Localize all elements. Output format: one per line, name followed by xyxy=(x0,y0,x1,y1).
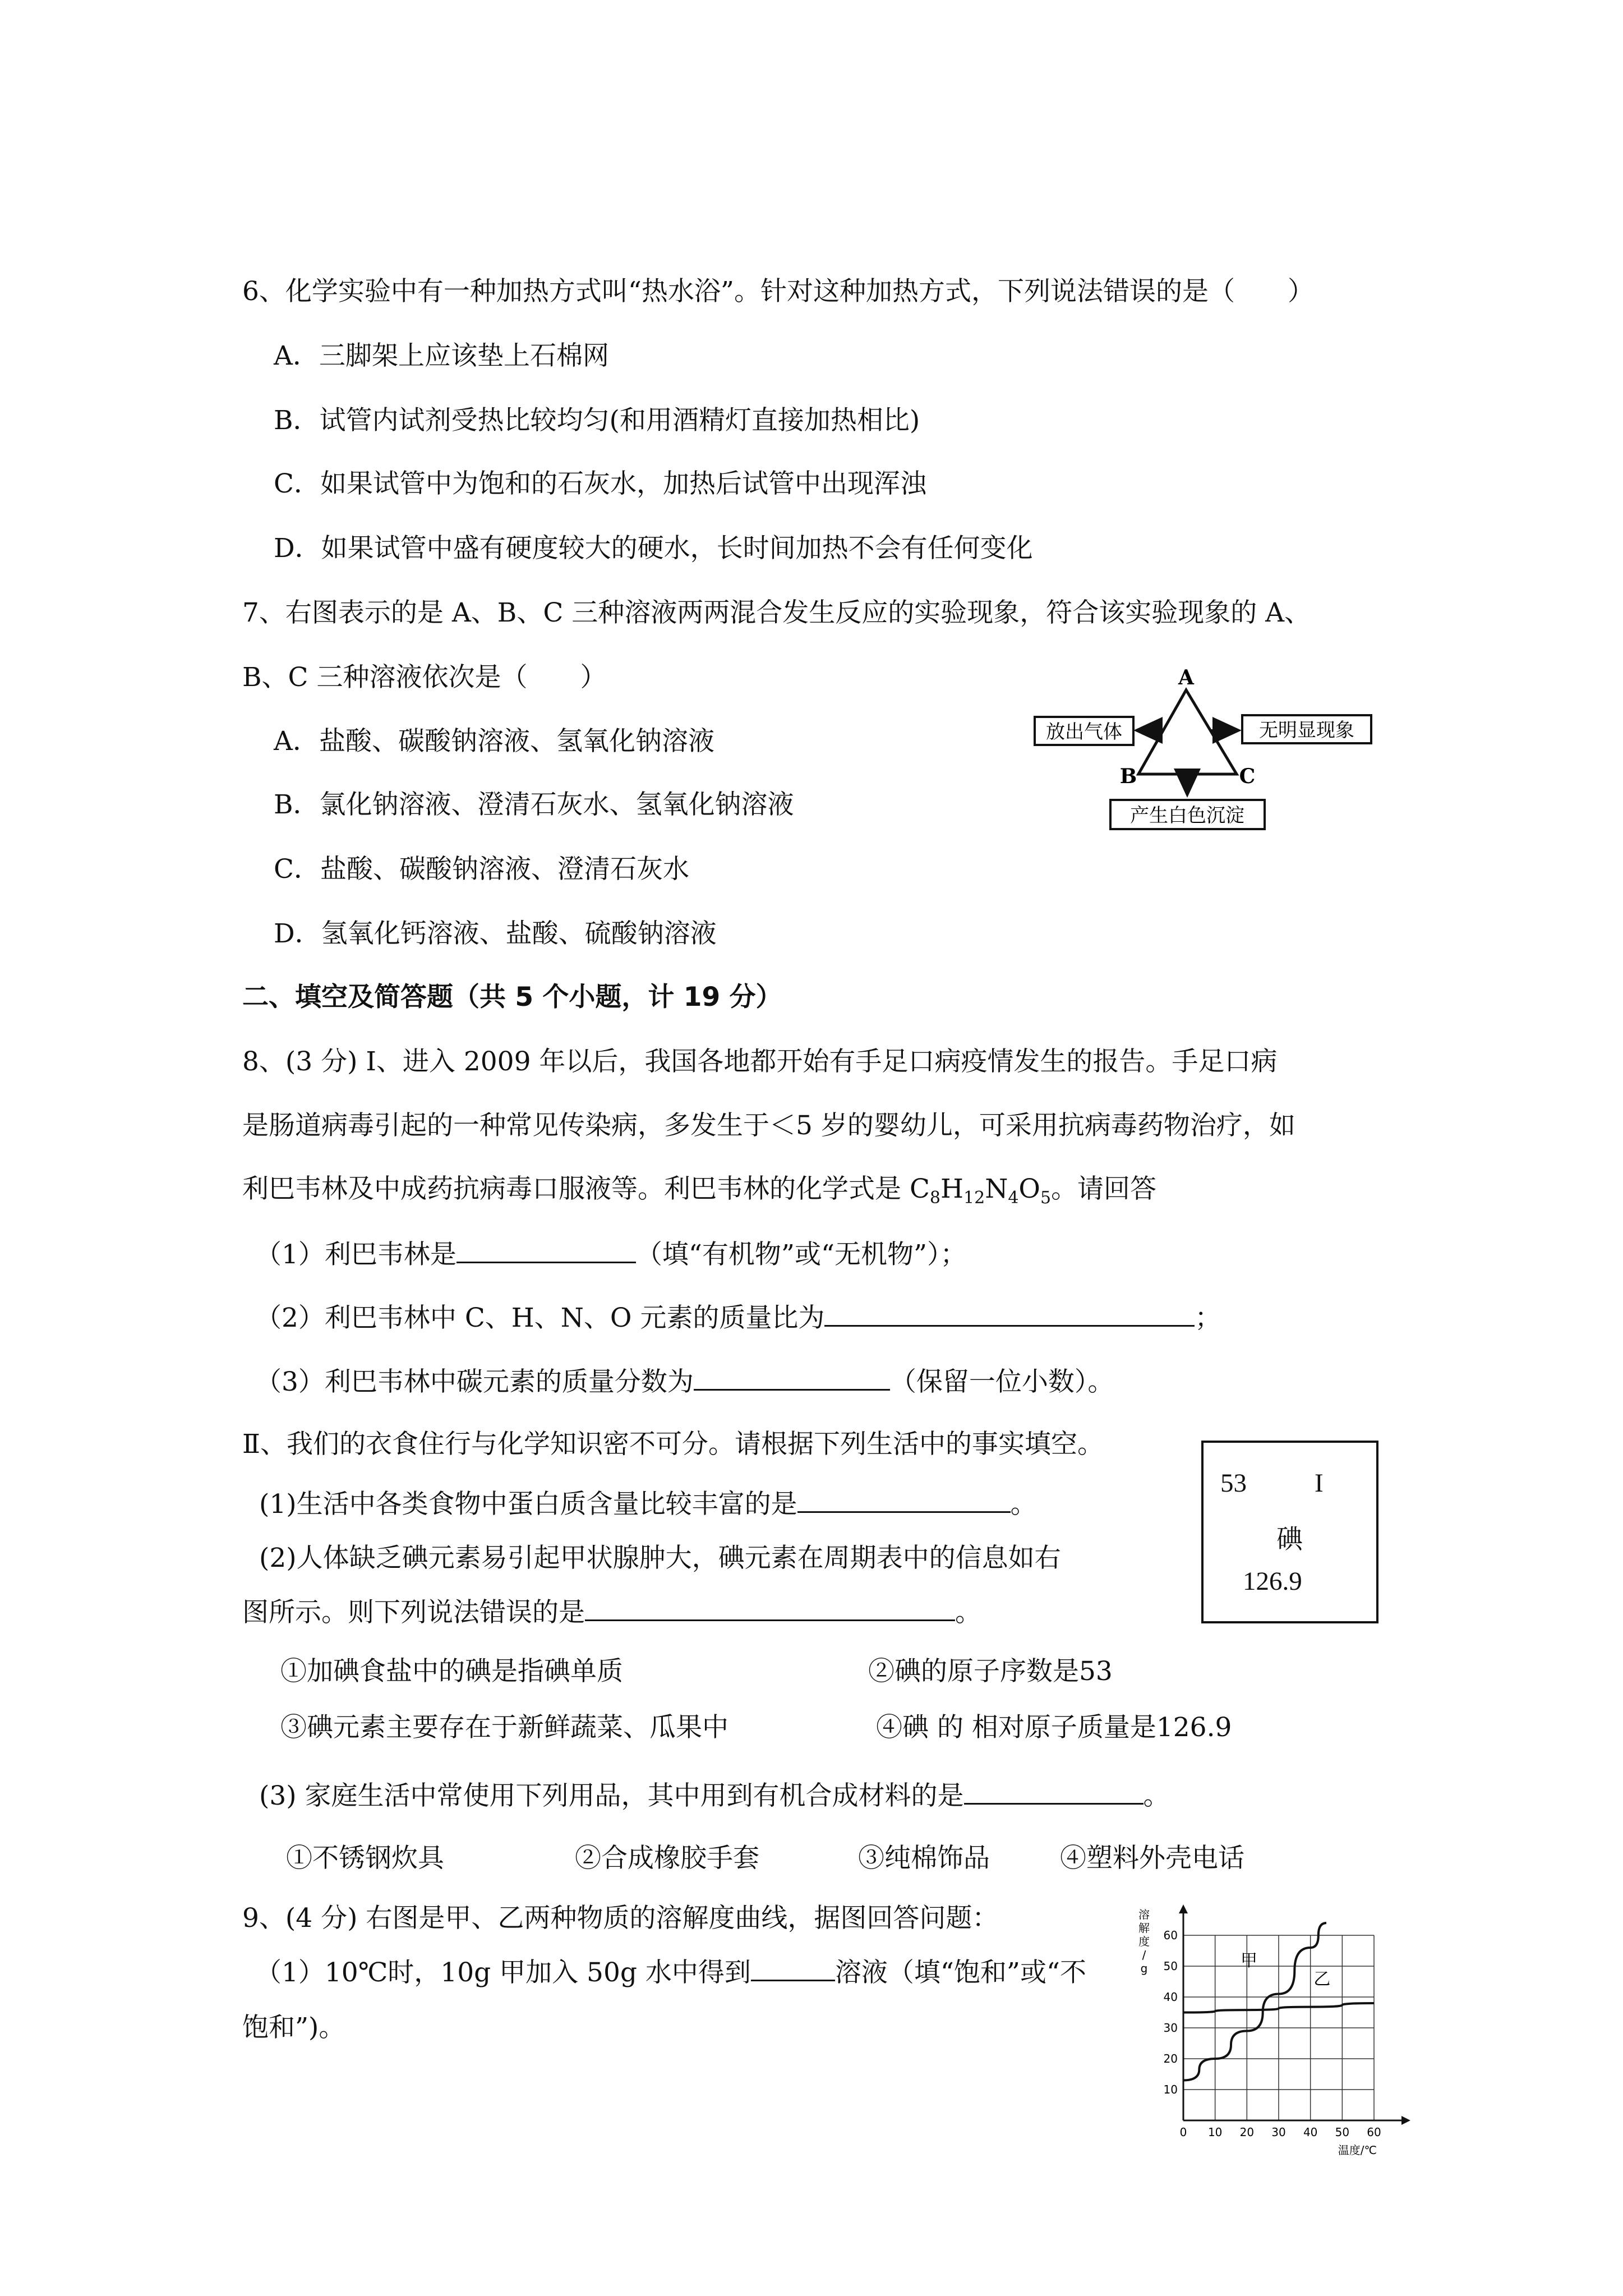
q6-option-b: B．试管内试剂受热比较均匀(和用酒精灯直接加热相比) xyxy=(274,405,920,436)
y-tick-label: 10 xyxy=(1163,2083,1178,2096)
q6-option-c: C．如果试管中为饱和的石灰水，加热后试管中出现浑浊 xyxy=(274,468,926,499)
x-tick-label: 30 xyxy=(1271,2125,1286,2139)
answer-blank-mass-ratio[interactable] xyxy=(824,1300,1195,1327)
answer-blank-saturation[interactable] xyxy=(751,1955,835,1981)
none-label: 无明显现象 xyxy=(1259,719,1354,742)
x-tick-label: 20 xyxy=(1239,2125,1255,2139)
q7-option-c: C．盐酸、碳酸钠溶液、澄清石灰水 xyxy=(274,854,689,885)
answer-blank-organic[interactable] xyxy=(457,1237,636,1263)
q6-stem: 6、化学实验中有一种加热方式叫“热水浴”。针对这种加热方式，下列说法错误的是（ ） xyxy=(242,276,1314,307)
material-option-4: ④塑料外壳电话 xyxy=(1060,1843,1244,1874)
node-b-label: B xyxy=(1119,765,1137,788)
answer-blank-material[interactable] xyxy=(964,1778,1144,1805)
q8-sub1: （1）利巴韦林是 （填“有机物”或“无机物”）； xyxy=(255,1237,967,1272)
q6-option-a: A．三脚架上应该垫上石棉网 xyxy=(274,341,609,371)
series-label-jia: 甲 xyxy=(1241,1951,1257,1971)
q8-sub2: （2）利巴韦林中 C、H、N、O 元素的质量比为 ； xyxy=(255,1300,1221,1335)
iodine-option-3: ③碘元素主要存在于新鲜蔬菜、瓜果中 xyxy=(280,1712,728,1743)
q8-p2-2-line1: (2)人体缺乏碘元素易引起甲状腺肿大，碘元素在周期表中的信息如右 xyxy=(259,1543,1061,1573)
q7-stem-line1: 7、右图表示的是 A、B、C 三种溶液两两混合发生反应的实验现象，符合该实验现象的 A、 xyxy=(242,597,1311,628)
y-tick-label: 40 xyxy=(1163,1990,1178,2004)
q8-part2-intro: Ⅱ、我们的衣食住行与化学知识密不可分。请根据下列生活中的事实填空。 xyxy=(242,1429,1104,1460)
q7-option-d: D．氢氧化钙溶液、盐酸、硫酸钠溶液 xyxy=(274,918,717,949)
section-title: 二、填空及简答题（共 5 个小题，计 19 分） xyxy=(242,982,782,1013)
x-axis-label: 温度/℃ xyxy=(1338,2143,1377,2157)
y-tick-label: 50 xyxy=(1163,1959,1178,1973)
q8-p2-2-line2: 图所示。则下列说法错误的是 。 xyxy=(242,1595,981,1630)
atomic-mass: 126.9 xyxy=(1243,1567,1302,1596)
x-tick-label: 60 xyxy=(1367,2125,1381,2139)
atomic-number: 53 xyxy=(1220,1469,1247,1498)
q6-option-d: D．如果试管中盛有硬度较大的硬水，长时间加热不会有任何变化 xyxy=(274,533,1033,564)
triangle-shape xyxy=(1138,690,1237,774)
q7-stem-line2: B、C 三种溶液依次是（ ） xyxy=(242,662,607,693)
q8-p2-1: (1)生活中各类食物中蛋白质含量比较丰富的是 。 xyxy=(259,1487,1037,1521)
reaction-diagram xyxy=(1026,668,1408,836)
q8-line3-post: 。请回答 xyxy=(1051,1174,1157,1204)
series-line-jia xyxy=(1183,1923,1326,2081)
q7-option-b: B．氯化钠溶液、澄清石灰水、氢氧化钠溶液 xyxy=(274,789,794,820)
x-axis-arrow xyxy=(1401,2116,1410,2125)
q8-line1: 8、(3 分) Ⅰ、进入 2009 年以后，我国各地都开始有手足口病疫情发生的报告。手足口病 xyxy=(242,1046,1278,1077)
node-a-label: A xyxy=(1178,668,1194,689)
iodine-option-2: ②碘的原子序数是53 xyxy=(868,1656,1113,1687)
formula: $C_8H_{12}N_4O_5$ xyxy=(909,1174,1052,1208)
q9-sub1: （1）10℃时，10g 甲加入 50g 水中得到 溶液（填“饱和”或“不 xyxy=(255,1955,1086,1990)
q8-line3-pre: 利巴韦林及中成药抗病毒口服液等。利巴韦林的化学式是 xyxy=(242,1174,910,1204)
precipitate-label: 产生白色沉淀 xyxy=(1130,804,1244,827)
q9-sub1-line2: 饱和”)。 xyxy=(242,2012,345,2043)
x-tick-label: 50 xyxy=(1335,2125,1350,2139)
iodine-option-1: ①加碘食盐中的碘是指碘单质 xyxy=(280,1656,623,1687)
q8-line2: 是肠道病毒引起的一种常见传染病，多发生于＜5 岁的婴幼儿，可采用抗病毒药物治疗，如 xyxy=(242,1110,1295,1141)
node-c-label: C xyxy=(1239,765,1256,788)
material-option-1: ①不锈钢炊具 xyxy=(286,1843,444,1874)
iodine-option-4: ④碘 的 相对原子质量是126.9 xyxy=(876,1712,1232,1743)
material-option-2: ②合成橡胶手套 xyxy=(575,1843,759,1874)
y-tick-label: 20 xyxy=(1163,2052,1178,2065)
y-tick-label: 60 xyxy=(1163,1929,1178,1942)
answer-blank-iodine[interactable] xyxy=(585,1595,955,1621)
series-label-yi: 乙 xyxy=(1313,1970,1331,1989)
q8-line3 xyxy=(242,1172,1156,1215)
material-option-3: ③纯棉饰品 xyxy=(858,1843,990,1874)
x-tick-label: 40 xyxy=(1303,2125,1318,2139)
y-axis-arrow xyxy=(1179,1904,1188,1913)
gas-label: 放出气体 xyxy=(1046,721,1122,743)
x-tick-label: 10 xyxy=(1207,2125,1223,2139)
answer-blank-protein[interactable] xyxy=(797,1487,1011,1513)
y-axis-label: 溶解度/ g xyxy=(1138,1908,1150,1975)
solubility-chart xyxy=(1127,1896,1430,2165)
q9-stem: 9、(4 分) 右图是甲、乙两种物质的溶解度曲线，据图回答问题： xyxy=(242,1903,999,1934)
element-symbol: I xyxy=(1315,1469,1324,1498)
q7-option-a: A．盐酸、碳酸钠溶液、氢氧化钠溶液 xyxy=(274,726,714,757)
q8-sub3: （3）利巴韦林中碳元素的质量分数为 （保留一位小数）。 xyxy=(255,1364,1114,1399)
answer-blank-mass-fraction[interactable] xyxy=(694,1364,890,1391)
y-tick-label: 30 xyxy=(1163,2021,1178,2035)
element-card-iodine xyxy=(1201,1441,1378,1623)
q8-p2-3: (3) 家庭生活中常使用下列用品，其中用到有机合成材料的是 。 xyxy=(259,1778,1170,1813)
x-tick-label: 0 xyxy=(1179,2125,1187,2139)
element-name: 碘 xyxy=(1276,1524,1303,1555)
